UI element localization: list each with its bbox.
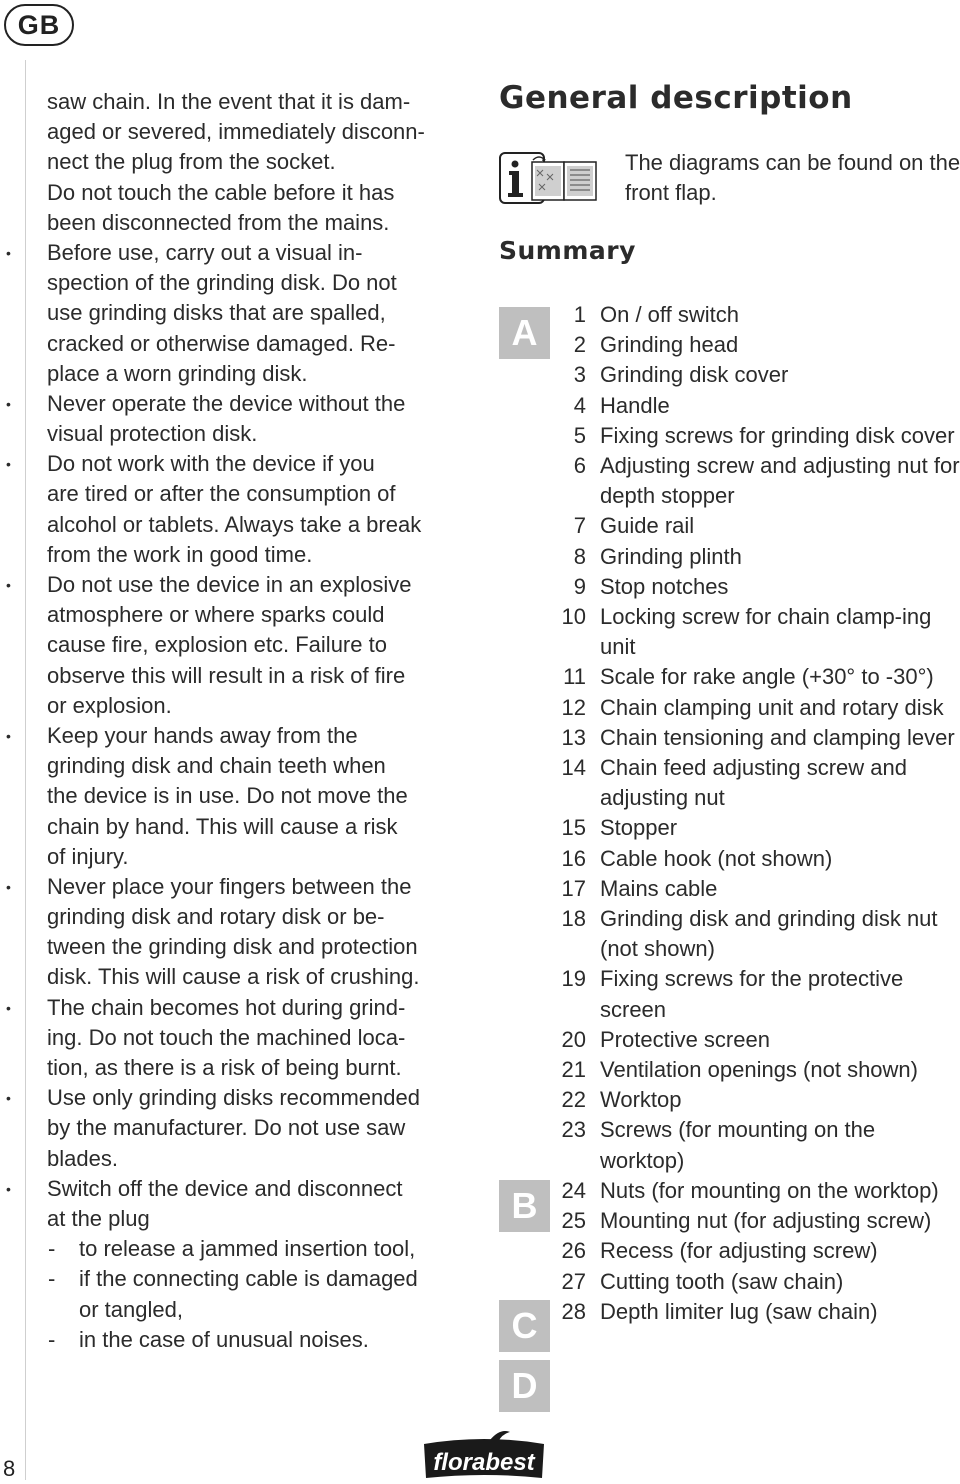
language-badge-label: GB <box>17 9 61 40</box>
line-text: alcohol or tablets. Always take a break <box>47 511 422 537</box>
item-number: 10 <box>561 604 586 630</box>
text-line <box>0 1053 480 1083</box>
list-item <box>540 300 960 330</box>
list-item <box>540 330 960 360</box>
text-line <box>0 1204 480 1234</box>
item-number: 11 <box>563 664 586 690</box>
text-line <box>0 298 480 328</box>
item-number: 13 <box>561 724 586 750</box>
list-item <box>540 360 960 390</box>
line-text: spection of the grinding disk. Do not <box>47 270 397 296</box>
item-label: Nuts (for mounting on the worktop) <box>600 1177 939 1203</box>
line-text: Do not use the device in an explosive <box>47 572 412 597</box>
text-line <box>0 721 480 751</box>
list-item <box>540 1176 960 1206</box>
item-number: 9 <box>573 573 586 599</box>
item-label: Chain tensioning and clamping lever <box>600 724 955 750</box>
bullet-icon: • <box>6 577 11 593</box>
text-line <box>0 419 480 449</box>
item-label: Mains cable <box>600 875 718 901</box>
text-line <box>0 661 480 691</box>
item-number: 26 <box>561 1238 586 1264</box>
line-text: ing. Do not touch the machined loca- <box>47 1024 406 1050</box>
list-item <box>540 693 960 723</box>
text-line <box>0 932 480 962</box>
item-number: 2 <box>573 332 586 358</box>
item-number: 25 <box>561 1208 586 1234</box>
item-label: Stop notches <box>600 573 729 599</box>
text-line <box>0 1113 480 1143</box>
summary-heading: Summary <box>499 236 636 265</box>
dash-marker: - <box>48 1326 56 1352</box>
list-item <box>540 572 960 602</box>
text-line <box>0 993 480 1023</box>
text-line <box>0 962 480 992</box>
item-label: Cutting tooth (saw chain) <box>600 1268 844 1294</box>
diagram-note: The diagrams can be found on the front flap. <box>625 150 960 206</box>
list-item <box>540 1025 960 1055</box>
line-text: or explosion. <box>47 692 172 718</box>
item-number: 19 <box>561 966 586 992</box>
text-line <box>0 1144 480 1174</box>
text-line <box>0 510 480 540</box>
text-line <box>0 479 480 509</box>
bullet-icon: • <box>6 456 11 473</box>
text-line <box>0 812 480 842</box>
text-line <box>0 902 480 932</box>
item-number: 5 <box>573 422 586 448</box>
item-number: 16 <box>561 845 586 871</box>
item-label: Screws (for mounting on the worktop) <box>600 1117 876 1173</box>
item-number: 4 <box>573 392 586 418</box>
text-line <box>0 1295 480 1325</box>
line-text: are tired or after the consumption of <box>47 481 396 507</box>
list-item <box>540 874 960 904</box>
item-number: 1 <box>573 302 586 327</box>
text-line <box>0 1083 480 1113</box>
text-line <box>0 540 480 570</box>
line-text: tween the grinding disk and protection <box>47 934 418 960</box>
line-text: Never place your fingers between the <box>47 873 412 899</box>
item-label: Scale for rake angle (+30° to -30°) <box>600 664 934 690</box>
text-line <box>0 1264 480 1294</box>
line-text: Do not work with the device if you <box>47 451 375 477</box>
list-item <box>540 542 960 572</box>
item-number: 22 <box>561 1087 586 1113</box>
text-line <box>0 1174 480 1204</box>
dash-marker: - <box>48 1266 56 1292</box>
text-line <box>0 359 480 389</box>
item-number: 15 <box>561 815 586 841</box>
bullet-icon: • <box>6 395 11 412</box>
item-label: Ventilation openings (not shown) <box>600 1057 918 1083</box>
item-label: Recess (for adjusting screw) <box>600 1238 878 1264</box>
list-item <box>540 723 960 753</box>
bullet-icon: • <box>6 878 11 895</box>
line-text: in the case of unusual noises. <box>79 1326 369 1352</box>
item-label: Mounting nut (for adjusting screw) <box>600 1208 932 1234</box>
text-line <box>0 600 480 630</box>
text-line <box>0 1023 480 1053</box>
item-label: Adjusting screw and adjusting nut for depth stopper <box>600 453 960 509</box>
text-line <box>0 238 480 268</box>
line-text: use grinding disks that are spalled, <box>47 300 386 326</box>
text-line <box>0 329 480 359</box>
list-item <box>540 391 960 421</box>
text-line <box>0 1325 480 1355</box>
line-text: cracked or otherwise damaged. Re- <box>47 330 396 356</box>
figure-label-a: A <box>499 307 550 359</box>
line-text: blades. <box>47 1145 118 1171</box>
item-label: Depth limiter lug (saw chain) <box>600 1298 878 1324</box>
text-line <box>0 147 480 177</box>
bullet-icon: • <box>6 244 11 261</box>
item-number: 24 <box>561 1177 586 1203</box>
line-text: grinding disk and rotary disk or be- <box>47 904 385 930</box>
item-label: Protective screen <box>600 1026 770 1052</box>
text-line <box>0 389 480 419</box>
line-text: atmosphere or where sparks could <box>47 602 385 628</box>
brand-text: florabest <box>433 1449 535 1476</box>
line-text: Keep your hands away from the <box>47 722 358 748</box>
line-text: of injury. <box>47 843 129 869</box>
item-label: Fixing screws for grinding disk cover <box>600 422 955 448</box>
bullet-icon: • <box>6 727 11 744</box>
line-text: cause fire, explosion etc. Failure to <box>47 632 387 658</box>
line-text: been disconnected from the mains. <box>47 209 390 235</box>
text-line <box>0 449 480 479</box>
list-item <box>540 421 960 451</box>
list-item <box>540 1206 960 1236</box>
item-number: 27 <box>561 1268 586 1294</box>
text-line <box>0 208 480 238</box>
list-item <box>540 904 960 964</box>
list-item <box>540 1297 960 1327</box>
list-item <box>540 1115 960 1175</box>
dash-marker: - <box>48 1236 56 1262</box>
list-item <box>540 753 960 813</box>
text-line <box>0 630 480 660</box>
line-text: if the connecting cable is damaged <box>79 1266 418 1292</box>
text-line <box>0 87 480 117</box>
text-line <box>0 117 480 147</box>
item-label: On / off switch <box>600 302 739 327</box>
line-text: by the manufacturer. Do not use saw <box>47 1115 406 1141</box>
item-number: 14 <box>561 755 586 781</box>
figure-label-b: B <box>499 1180 550 1232</box>
list-item <box>540 1085 960 1115</box>
item-number: 23 <box>561 1117 586 1143</box>
list-item <box>540 813 960 843</box>
line-text: from the work in good time. <box>47 541 313 567</box>
item-label: Chain clamping unit and rotary disk <box>600 694 944 720</box>
line-text: observe this will result in a risk of fire <box>47 662 406 688</box>
line-text: The chain becomes hot during grind- <box>47 994 406 1020</box>
bullet-icon: • <box>6 1090 11 1107</box>
item-label: Grinding plinth <box>600 543 742 569</box>
line-text: chain by hand. This will cause a risk <box>47 813 398 839</box>
line-text: aged or severed, immediately disconn- <box>47 119 425 145</box>
item-number: 6 <box>573 453 586 479</box>
item-label: Guide rail <box>600 513 695 539</box>
text-line <box>0 781 480 811</box>
line-text: visual protection disk. <box>47 421 258 447</box>
item-label: Locking screw for chain clamp-ing unit <box>600 604 932 660</box>
line-text: at the plug <box>47 1205 150 1231</box>
item-label: Cable hook (not shown) <box>600 845 833 871</box>
item-number: 18 <box>561 906 586 932</box>
item-label: Handle <box>600 392 670 418</box>
line-text: nect the plug from the socket. <box>47 149 336 175</box>
figure-label-d: D <box>499 1360 550 1412</box>
figure-label-c: C <box>499 1300 550 1352</box>
list-item <box>540 451 960 511</box>
text-line <box>0 691 480 721</box>
text-line <box>0 178 480 208</box>
item-label: Grinding head <box>600 332 739 358</box>
text-line <box>0 842 480 872</box>
item-label: Grinding disk cover <box>600 362 789 388</box>
line-text: saw chain. In the event that it is dam- <box>47 89 411 114</box>
info-book-icon <box>499 152 600 204</box>
list-item <box>540 964 960 1024</box>
item-number: 3 <box>573 362 586 388</box>
item-number: 12 <box>561 694 586 720</box>
line-text: Before use, carry out a visual in- <box>47 239 363 265</box>
item-label: Stopper <box>600 815 678 841</box>
line-text: Never operate the device without the <box>47 390 406 416</box>
list-item <box>540 511 960 541</box>
safety-instructions-column <box>0 87 480 1355</box>
line-text: tion, as there is a risk of being burnt. <box>47 1055 402 1080</box>
bullet-icon: • <box>6 1180 11 1197</box>
line-text: Do not touch the cable before it has <box>47 179 395 205</box>
list-item <box>540 602 960 662</box>
item-label: Grinding disk and grinding disk nut (not shown) <box>600 906 938 962</box>
line-text: disk. This will cause a risk of crushing. <box>47 964 420 990</box>
line-text: to release a jammed insertion tool, <box>79 1236 416 1262</box>
item-number: 20 <box>561 1026 586 1052</box>
page-number: 8 <box>3 1456 16 1481</box>
list-item <box>540 844 960 874</box>
section-title: General description <box>499 80 853 116</box>
list-item <box>540 1055 960 1085</box>
bullet-icon: • <box>6 999 11 1016</box>
line-text: the device is in use. Do not move the <box>47 783 408 809</box>
text-line <box>0 751 480 781</box>
list-item <box>540 1267 960 1297</box>
item-number: 7 <box>573 513 586 539</box>
language-badge <box>4 4 74 46</box>
line-text: Use only grinding disks recommended <box>47 1085 420 1111</box>
line-text: or tangled, <box>79 1296 183 1322</box>
florabest-logo <box>418 1428 550 1480</box>
parts-list <box>540 300 960 1327</box>
item-label: Fixing screws for the protective screen <box>600 966 904 1022</box>
item-number: 21 <box>561 1057 586 1083</box>
text-line <box>0 268 480 298</box>
text-line <box>0 570 480 600</box>
item-label: Chain feed adjusting screw and adjusting nut <box>600 755 907 811</box>
list-item <box>540 662 960 692</box>
item-number: 17 <box>561 875 586 901</box>
line-text: grinding disk and chain teeth when <box>47 753 386 779</box>
line-text: place a worn grinding disk. <box>47 360 308 386</box>
item-number: 28 <box>561 1298 586 1324</box>
item-label: Worktop <box>600 1087 682 1113</box>
item-number: 8 <box>573 543 586 569</box>
text-line <box>0 872 480 902</box>
text-line <box>0 1234 480 1264</box>
list-item <box>540 1236 960 1266</box>
line-text: Switch off the device and disconnect <box>47 1175 403 1201</box>
